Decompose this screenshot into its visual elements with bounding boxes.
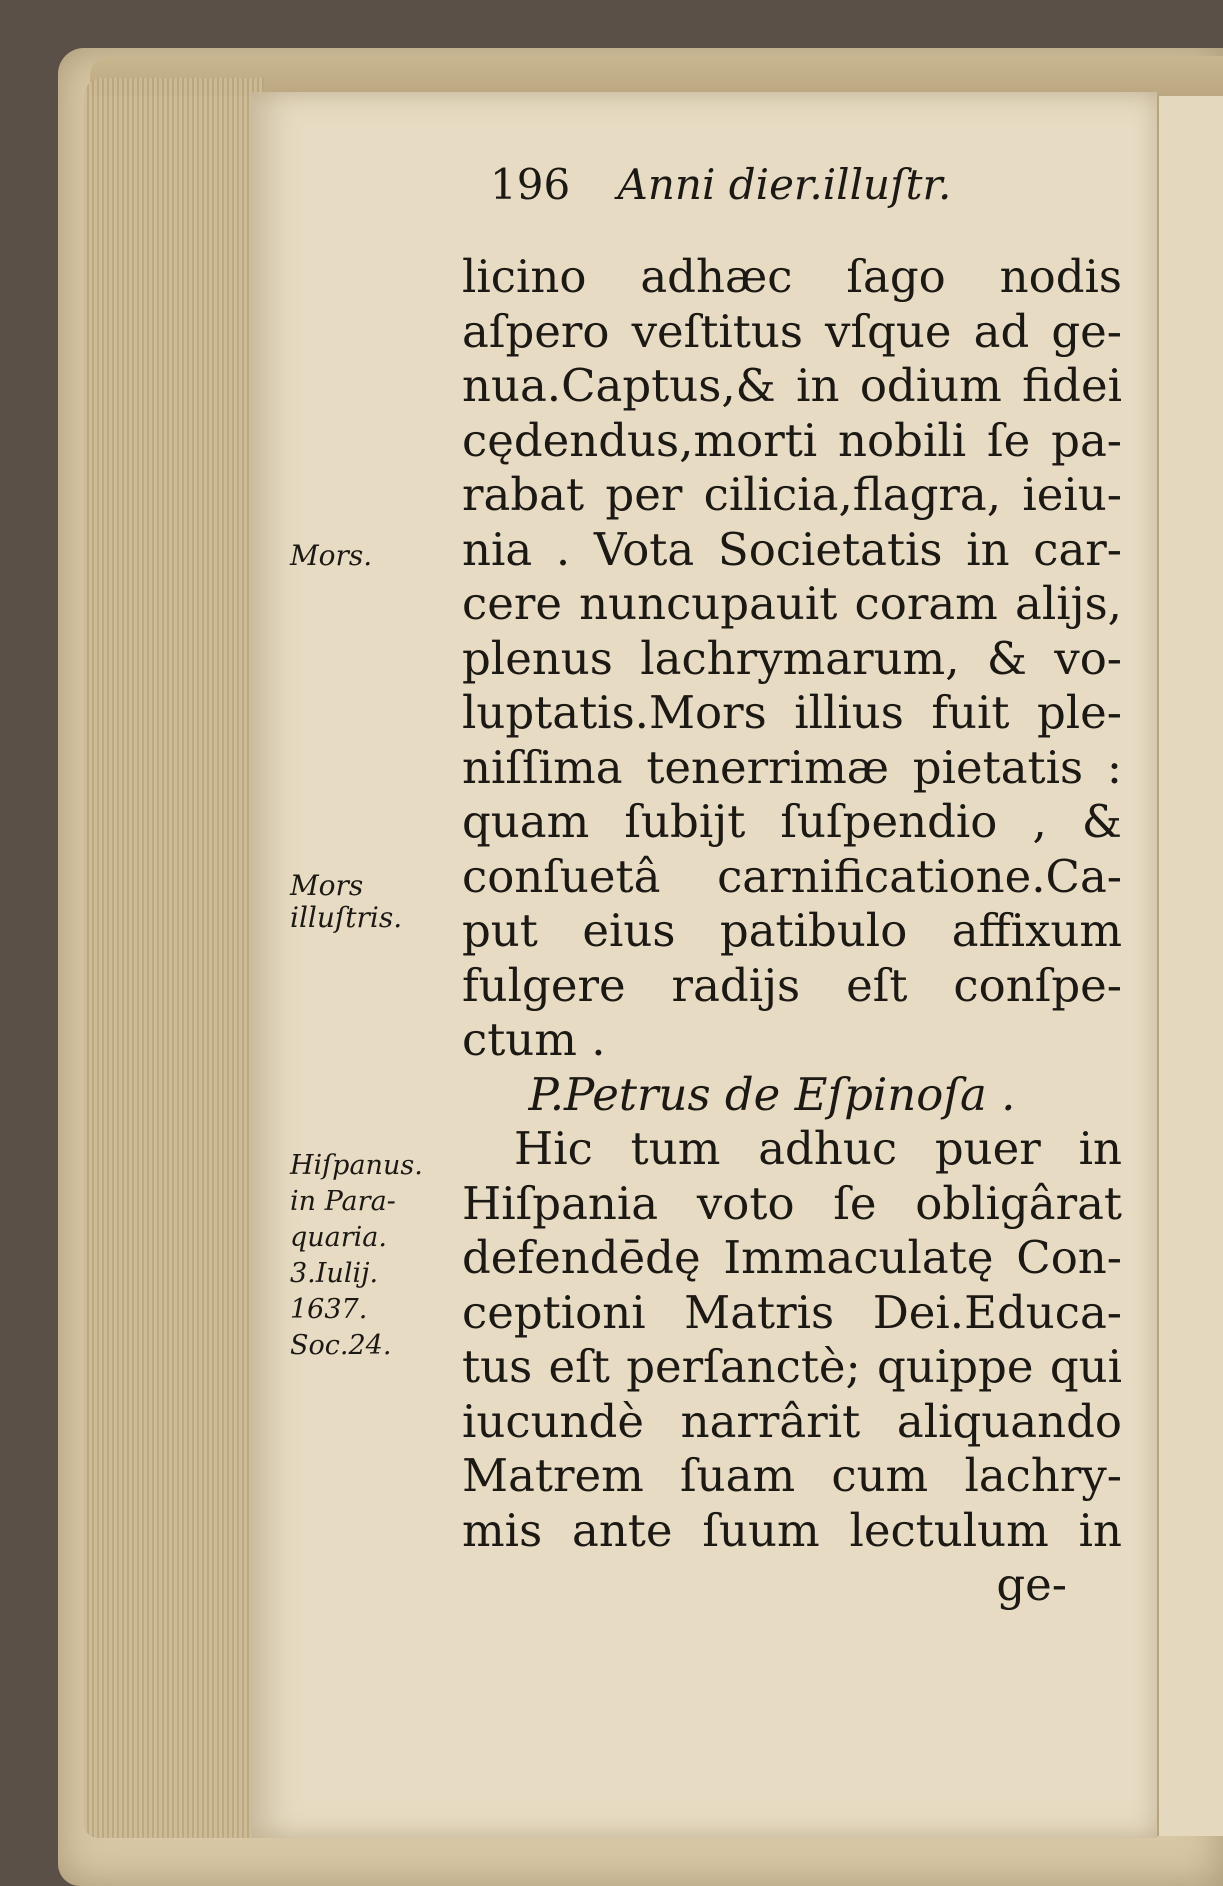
text-line: plenus lachrymarum, & vo- [462,631,1122,685]
section-heading: P.Petrus de Eſpinoſa . [528,1067,1016,1121]
margin-note-line: illuſtris. [290,901,403,934]
running-title: Anni dier.illuſtr. [617,160,952,209]
text-line: nia . Vota Societatis in car- [462,522,1122,576]
text-line: niſſima tenerrimæ pietatis : [462,740,1122,794]
margin-note-line: Mors [290,869,364,902]
margin-note-line: quaria. [290,1222,387,1253]
text-line: defendēdę Immaculatę Con- [462,1231,1122,1284]
text-line: licino adhæc ſago nodis [462,250,1122,303]
text-line: tus eſt perſanctè; quippe qui [462,1340,1122,1393]
text-line: ctum . [462,1013,606,1066]
text-line: luptatis.Mors illius fuit ple- [462,686,1122,739]
text-line: mis ante ſuum lectulum in [462,1503,1122,1557]
page-number: 196 [490,160,571,209]
text-line: quam ſubijt ſuſpendio , & [462,795,1122,848]
text-line: Hic tum adhuc puer in [514,1122,1122,1175]
text-line: rabat per cilicia,flagra, ieiu- [462,468,1122,521]
text-line: Matrem ſuam cum lachry- [462,1449,1122,1502]
page-edges [84,78,264,1838]
text-line: cere nuncupauit coram alijs, [462,577,1122,630]
margin-note-line: 1637. [290,1294,368,1325]
text-line: nua.Captus,& in odium fidei [462,359,1122,412]
margin-note-line: 3.Iulij. [290,1258,379,1289]
main-text [462,250,1122,1613]
margin-note-mors: Mors. [290,539,373,572]
text-line: aſpero veſtitus vſque ad ge- [462,304,1122,358]
margin-note-line: Soc.24. [290,1330,392,1361]
facing-page-edge [1157,96,1223,1836]
text-line: put eius patibulo affixum [462,904,1122,957]
margin-note-line: Hiſpanus. [290,1150,423,1181]
catchword: ge- [996,1558,1067,1611]
margin-note-mors-illustris [290,870,402,934]
margin-note-hispanus [290,1148,423,1364]
text-line: Hiſpania voto ſe obligârat [462,1176,1122,1230]
text-line: iucundè narrârit aliquando [462,1394,1122,1448]
text-line: conſuetâ carnificatione.Ca- [462,849,1122,903]
text-line: ceptioni Matris Dei.Educa- [462,1285,1122,1339]
running-head [490,160,951,209]
text-line: fulgere radijs eſt conſpe- [462,958,1122,1012]
margin-note-line: in Para- [290,1186,396,1217]
text-line: cędendus,morti nobili ſe pa- [462,413,1122,467]
